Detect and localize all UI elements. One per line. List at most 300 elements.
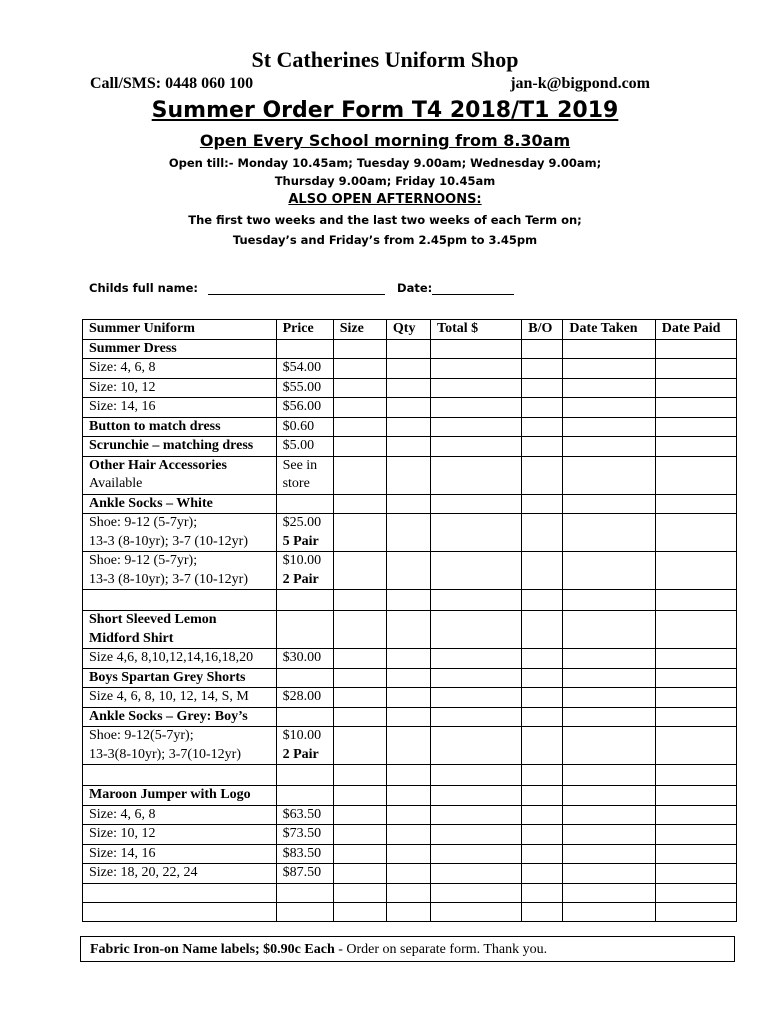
item-name: Size 4,6, 8,10,12,14,16,18,20 — [89, 650, 254, 665]
item-name: Maroon Jumper with Logo — [89, 787, 251, 802]
backorder-cell[interactable] — [522, 398, 563, 418]
date-taken-cell[interactable] — [563, 844, 655, 864]
date-taken-cell[interactable] — [563, 611, 655, 649]
size-cell[interactable] — [333, 786, 386, 806]
qty-cell[interactable] — [386, 727, 430, 765]
table-row — [83, 339, 737, 359]
total-cell[interactable] — [431, 864, 522, 884]
item-name: Size: 14, 16 — [89, 399, 156, 414]
qty-cell[interactable] — [386, 378, 430, 398]
table-row — [83, 727, 737, 765]
item-cell — [83, 378, 277, 398]
backorder-cell[interactable] — [522, 494, 563, 514]
date-paid-cell[interactable] — [655, 864, 736, 884]
size-cell[interactable] — [333, 707, 386, 727]
table-row — [83, 378, 737, 398]
date-taken-cell[interactable] — [563, 668, 655, 688]
price-value: $30.00 — [282, 650, 322, 665]
date-taken-cell[interactable] — [563, 707, 655, 727]
size-cell[interactable] — [333, 590, 386, 611]
size-cell[interactable] — [333, 611, 386, 649]
column-header: B/O — [522, 320, 563, 340]
backorder-cell[interactable] — [522, 437, 563, 457]
date-paid-cell[interactable] — [655, 765, 736, 786]
total-cell[interactable] — [431, 727, 522, 765]
price-cell — [276, 727, 333, 765]
table-row — [83, 883, 737, 902]
table-row — [83, 668, 737, 688]
size-cell[interactable] — [333, 864, 386, 884]
total-cell[interactable] — [431, 786, 522, 806]
qty-cell[interactable] — [386, 902, 430, 921]
date-taken-cell[interactable] — [563, 514, 655, 552]
price-detail: 5 Pair — [282, 533, 319, 549]
item-cell — [83, 417, 277, 437]
size-cell[interactable] — [333, 765, 386, 786]
size-cell[interactable] — [333, 398, 386, 418]
date-taken-cell[interactable] — [563, 456, 655, 494]
price-cell — [276, 765, 333, 786]
price-cell — [276, 864, 333, 884]
item-name: Size 4, 6, 8, 10, 12, 14, S, M — [89, 689, 249, 704]
item-cell — [83, 437, 277, 457]
size-cell[interactable] — [333, 805, 386, 825]
backorder-cell[interactable] — [522, 417, 563, 437]
date-taken-cell[interactable] — [563, 339, 655, 359]
item-detail: 13-3 (8-10yr); 3-7 (10-12yr) — [89, 533, 249, 549]
total-cell[interactable] — [431, 902, 522, 921]
table-row — [83, 359, 737, 379]
item-detail: 13-3(8-10yr); 3-7(10-12yr) — [89, 746, 242, 762]
qty-cell[interactable] — [386, 649, 430, 669]
qty-cell[interactable] — [386, 494, 430, 514]
date-taken-cell[interactable] — [563, 378, 655, 398]
date-taken-cell[interactable] — [563, 649, 655, 669]
date-taken-cell[interactable] — [563, 825, 655, 845]
item-detail: 13-3 (8-10yr); 3-7 (10-12yr) — [89, 571, 249, 587]
price-value: $54.00 — [282, 360, 322, 375]
backorder-cell[interactable] — [522, 805, 563, 825]
size-cell[interactable] — [333, 552, 386, 590]
price-cell — [276, 902, 333, 921]
size-cell[interactable] — [333, 514, 386, 552]
price-cell — [276, 398, 333, 418]
qty-cell[interactable] — [386, 707, 430, 727]
qty-cell[interactable] — [386, 417, 430, 437]
item-cell — [83, 707, 277, 727]
total-cell[interactable] — [431, 765, 522, 786]
date-taken-cell[interactable] — [563, 688, 655, 708]
item-cell — [83, 359, 277, 379]
size-cell[interactable] — [333, 688, 386, 708]
price-cell — [276, 417, 333, 437]
date-paid-cell[interactable] — [655, 883, 736, 902]
backorder-cell[interactable] — [522, 611, 563, 649]
date-taken-cell[interactable] — [563, 417, 655, 437]
price-value: $63.50 — [282, 806, 322, 822]
qty-cell[interactable] — [386, 688, 430, 708]
backorder-cell[interactable] — [522, 668, 563, 688]
price-cell — [276, 649, 333, 669]
price-cell — [276, 456, 333, 494]
item-name: Ankle Socks – Grey: Boy’s — [89, 708, 248, 724]
date-paid-cell[interactable] — [655, 514, 736, 552]
backorder-cell[interactable] — [522, 902, 563, 921]
table-row — [83, 590, 737, 611]
size-cell[interactable] — [333, 378, 386, 398]
date-paid-cell[interactable] — [655, 825, 736, 845]
price-cell — [276, 378, 333, 398]
column-header: Date Paid — [655, 320, 736, 340]
size-cell[interactable] — [333, 649, 386, 669]
total-cell[interactable] — [431, 494, 522, 514]
backorder-cell[interactable] — [522, 590, 563, 611]
item-name: Ankle Socks – White — [89, 495, 213, 511]
date-paid-cell[interactable] — [655, 359, 736, 379]
date-paid-cell[interactable] — [655, 727, 736, 765]
table-row — [83, 844, 737, 864]
price-cell — [276, 339, 333, 359]
price-value: See in — [282, 457, 318, 473]
price-value: $55.00 — [282, 379, 322, 395]
item-name: Summer Dress — [89, 340, 177, 356]
price-cell — [276, 668, 333, 688]
total-cell[interactable] — [431, 417, 522, 437]
child-name-label: Childs full name: — [89, 281, 198, 295]
date-taken-cell[interactable] — [563, 864, 655, 884]
size-cell[interactable] — [333, 727, 386, 765]
backorder-cell[interactable] — [522, 864, 563, 884]
name-labels-instructions: - Order on separate form. Thank you. — [334, 942, 548, 957]
table-row — [83, 456, 737, 494]
qty-cell[interactable] — [386, 339, 430, 359]
qty-cell[interactable] — [386, 825, 430, 845]
price-cell — [276, 825, 333, 845]
date-taken-cell[interactable] — [563, 552, 655, 590]
total-cell[interactable] — [431, 339, 522, 359]
total-cell[interactable] — [431, 456, 522, 494]
total-cell[interactable] — [431, 514, 522, 552]
date-taken-cell[interactable] — [563, 359, 655, 379]
table-row — [83, 864, 737, 884]
price-detail: store — [282, 476, 310, 491]
item-cell — [83, 688, 277, 708]
total-cell[interactable] — [431, 552, 522, 590]
size-cell[interactable] — [333, 883, 386, 902]
item-cell — [83, 611, 277, 649]
shop-title: St Catherines Uniform Shop — [251, 47, 519, 72]
item-cell — [83, 514, 277, 552]
price-detail: 2 Pair — [282, 746, 319, 762]
price-value: $56.00 — [282, 399, 322, 414]
backorder-cell[interactable] — [522, 514, 563, 552]
size-cell[interactable] — [333, 844, 386, 864]
backorder-cell[interactable] — [522, 456, 563, 494]
backorder-cell[interactable] — [522, 765, 563, 786]
form-title: Summer Order Form T4 2018/T1 2019 — [151, 98, 619, 123]
table-row — [83, 552, 737, 590]
item-cell — [83, 727, 277, 765]
date-paid-cell[interactable] — [655, 844, 736, 864]
date-paid-cell[interactable] — [655, 437, 736, 457]
item-name: Shoe: 9-12 (5-7yr); — [89, 515, 198, 530]
item-cell — [83, 902, 277, 921]
date-paid-cell[interactable] — [655, 902, 736, 921]
item-name: Button to match dress — [89, 418, 221, 434]
table-row — [83, 786, 737, 806]
date-paid-cell[interactable] — [655, 417, 736, 437]
price-cell — [276, 590, 333, 611]
item-cell — [83, 668, 277, 688]
item-cell — [83, 494, 277, 514]
qty-cell[interactable] — [386, 514, 430, 552]
price-value: $10.00 — [282, 728, 322, 743]
date-taken-cell[interactable] — [563, 902, 655, 921]
date-paid-cell[interactable] — [655, 378, 736, 398]
qty-cell[interactable] — [386, 437, 430, 457]
price-value: $87.50 — [282, 865, 322, 880]
date-paid-cell[interactable] — [655, 786, 736, 806]
qty-cell[interactable] — [386, 456, 430, 494]
table-row — [83, 514, 737, 552]
backorder-cell[interactable] — [522, 825, 563, 845]
total-cell[interactable] — [431, 844, 522, 864]
item-cell — [83, 456, 277, 494]
date-paid-cell[interactable] — [655, 611, 736, 649]
price-cell — [276, 707, 333, 727]
backorder-cell[interactable] — [522, 688, 563, 708]
qty-cell[interactable] — [386, 805, 430, 825]
date-label: Date: — [397, 281, 433, 295]
item-cell — [83, 339, 277, 359]
date-paid-cell[interactable] — [655, 339, 736, 359]
qty-cell[interactable] — [386, 359, 430, 379]
item-cell — [83, 786, 277, 806]
date-taken-cell[interactable] — [563, 437, 655, 457]
phone-number: Call/SMS: 0448 060 100 — [90, 75, 254, 92]
qty-cell[interactable] — [386, 844, 430, 864]
price-value: $0.60 — [282, 418, 315, 434]
backorder-cell[interactable] — [522, 359, 563, 379]
date-paid-cell[interactable] — [655, 590, 736, 611]
date-paid-cell[interactable] — [655, 494, 736, 514]
qty-cell[interactable] — [386, 786, 430, 806]
date-paid-cell[interactable] — [655, 668, 736, 688]
opening-hours-line-2: Thursday 9.00am; Friday 10.45am — [274, 174, 496, 188]
column-header: Price — [276, 320, 333, 340]
date-paid-cell[interactable] — [655, 456, 736, 494]
size-cell[interactable] — [333, 359, 386, 379]
afternoon-line-1: The first two weeks and the last two weeks of each Term on; — [188, 213, 582, 227]
item-cell — [83, 864, 277, 884]
date-paid-cell[interactable] — [655, 398, 736, 418]
backorder-cell[interactable] — [522, 786, 563, 806]
item-cell — [83, 844, 277, 864]
size-cell[interactable] — [333, 437, 386, 457]
qty-cell[interactable] — [386, 611, 430, 649]
afternoon-heading: ALSO OPEN AFTERNOONS: — [288, 192, 482, 207]
price-value: $10.00 — [282, 553, 322, 568]
price-cell — [276, 514, 333, 552]
price-cell — [276, 688, 333, 708]
date-paid-cell[interactable] — [655, 707, 736, 727]
contact-line — [90, 75, 650, 93]
total-cell[interactable] — [431, 688, 522, 708]
table-body — [83, 339, 737, 921]
table-row — [83, 825, 737, 845]
table-row — [83, 688, 737, 708]
date-taken-cell[interactable] — [563, 727, 655, 765]
table-row — [83, 417, 737, 437]
afternoon-line-2: Tuesday’s and Friday’s from 2.45pm to 3.45pm — [232, 233, 538, 247]
size-cell[interactable] — [333, 417, 386, 437]
table-row — [83, 611, 737, 649]
total-cell[interactable] — [431, 359, 522, 379]
column-header: Qty — [386, 320, 430, 340]
price-value: $73.50 — [282, 826, 322, 841]
order-table — [82, 319, 737, 922]
total-cell[interactable] — [431, 825, 522, 845]
item-name: Size: 10, 12 — [89, 379, 156, 395]
date-taken-cell[interactable] — [563, 590, 655, 611]
email-address: jan-k@bigpond.com — [510, 75, 650, 92]
name-labels-note — [80, 936, 735, 962]
total-cell[interactable] — [431, 378, 522, 398]
item-detail: Available — [89, 476, 143, 491]
total-cell[interactable] — [431, 707, 522, 727]
item-name: Shoe: 9-12(5-7yr); — [89, 728, 194, 743]
price-cell — [276, 805, 333, 825]
price-cell — [276, 359, 333, 379]
item-name: Scrunchie – matching dress — [89, 438, 254, 453]
date-taken-cell[interactable] — [563, 786, 655, 806]
price-value: $28.00 — [282, 689, 322, 704]
table-header-row — [83, 320, 737, 340]
backorder-cell[interactable] — [522, 727, 563, 765]
total-cell[interactable] — [431, 590, 522, 611]
item-name: Boys Spartan Grey Shorts — [89, 669, 246, 685]
item-cell — [83, 765, 277, 786]
item-cell — [83, 883, 277, 902]
size-cell[interactable] — [333, 339, 386, 359]
child-name-field[interactable] — [208, 282, 385, 295]
table-row — [83, 765, 737, 786]
backorder-cell[interactable] — [522, 883, 563, 902]
item-cell — [83, 552, 277, 590]
date-taken-cell[interactable] — [563, 805, 655, 825]
backorder-cell[interactable] — [522, 378, 563, 398]
date-paid-cell[interactable] — [655, 805, 736, 825]
name-date-row — [89, 281, 514, 295]
date-paid-cell[interactable] — [655, 552, 736, 590]
backorder-cell[interactable] — [522, 844, 563, 864]
size-cell[interactable] — [333, 668, 386, 688]
price-cell — [276, 883, 333, 902]
item-cell — [83, 805, 277, 825]
size-cell[interactable] — [333, 494, 386, 514]
qty-cell[interactable] — [386, 590, 430, 611]
table-row — [83, 494, 737, 514]
price-value: $83.50 — [282, 845, 322, 861]
date-paid-cell[interactable] — [655, 649, 736, 669]
item-name: Size: 4, 6, 8 — [89, 360, 156, 375]
column-header: Summer Uniform — [83, 320, 277, 340]
item-cell — [83, 590, 277, 611]
qty-cell[interactable] — [386, 552, 430, 590]
price-value: $25.00 — [282, 515, 322, 530]
date-taken-cell[interactable] — [563, 494, 655, 514]
item-name: Size: 4, 6, 8 — [89, 806, 156, 822]
price-cell — [276, 844, 333, 864]
price-detail: 2 Pair — [282, 571, 319, 587]
table-row — [83, 398, 737, 418]
total-cell[interactable] — [431, 398, 522, 418]
date-paid-cell[interactable] — [655, 688, 736, 708]
price-cell — [276, 437, 333, 457]
column-header: Total $ — [431, 320, 522, 340]
column-header: Date Taken — [563, 320, 655, 340]
opening-hours-line-1: Open till:- Monday 10.45am; Tuesday 9.00am; Wednesday 9.00am; — [168, 156, 602, 170]
price-cell — [276, 494, 333, 514]
backorder-cell[interactable] — [522, 707, 563, 727]
table-row — [83, 902, 737, 921]
item-cell — [83, 649, 277, 669]
qty-cell[interactable] — [386, 765, 430, 786]
table-row — [83, 649, 737, 669]
qty-cell[interactable] — [386, 668, 430, 688]
size-cell[interactable] — [333, 456, 386, 494]
qty-cell[interactable] — [386, 864, 430, 884]
total-cell[interactable] — [431, 437, 522, 457]
item-name: Size: 14, 16 — [89, 845, 156, 861]
item-name: Short Sleeved Lemon — [89, 612, 217, 627]
date-field[interactable] — [432, 282, 514, 295]
date-taken-cell[interactable] — [563, 883, 655, 902]
item-detail: Midford Shirt — [89, 630, 174, 646]
size-cell[interactable] — [333, 902, 386, 921]
date-taken-cell[interactable] — [563, 398, 655, 418]
total-cell[interactable] — [431, 805, 522, 825]
qty-cell[interactable] — [386, 883, 430, 902]
price-cell — [276, 611, 333, 649]
opening-notice: Open Every School morning from 8.30am — [199, 131, 571, 150]
total-cell[interactable] — [431, 883, 522, 902]
table-row — [83, 437, 737, 457]
price-value: $5.00 — [282, 438, 315, 453]
price-cell — [276, 552, 333, 590]
total-cell[interactable] — [431, 611, 522, 649]
backorder-cell[interactable] — [522, 649, 563, 669]
item-cell — [83, 825, 277, 845]
item-cell — [83, 398, 277, 418]
total-cell[interactable] — [431, 668, 522, 688]
backorder-cell[interactable] — [522, 552, 563, 590]
qty-cell[interactable] — [386, 398, 430, 418]
date-taken-cell[interactable] — [563, 765, 655, 786]
backorder-cell[interactable] — [522, 339, 563, 359]
table-row — [83, 805, 737, 825]
table-row — [83, 707, 737, 727]
item-name: Other Hair Accessories — [89, 457, 227, 473]
total-cell[interactable] — [431, 649, 522, 669]
item-name: Size: 18, 20, 22, 24 — [89, 865, 198, 880]
column-header: Size — [333, 320, 386, 340]
item-name: Shoe: 9-12 (5-7yr); — [89, 553, 198, 568]
item-name: Size: 10, 12 — [89, 826, 156, 841]
name-labels-price: Fabric Iron-on Name labels; $0.90c Each — [90, 942, 335, 957]
price-cell — [276, 786, 333, 806]
size-cell[interactable] — [333, 825, 386, 845]
